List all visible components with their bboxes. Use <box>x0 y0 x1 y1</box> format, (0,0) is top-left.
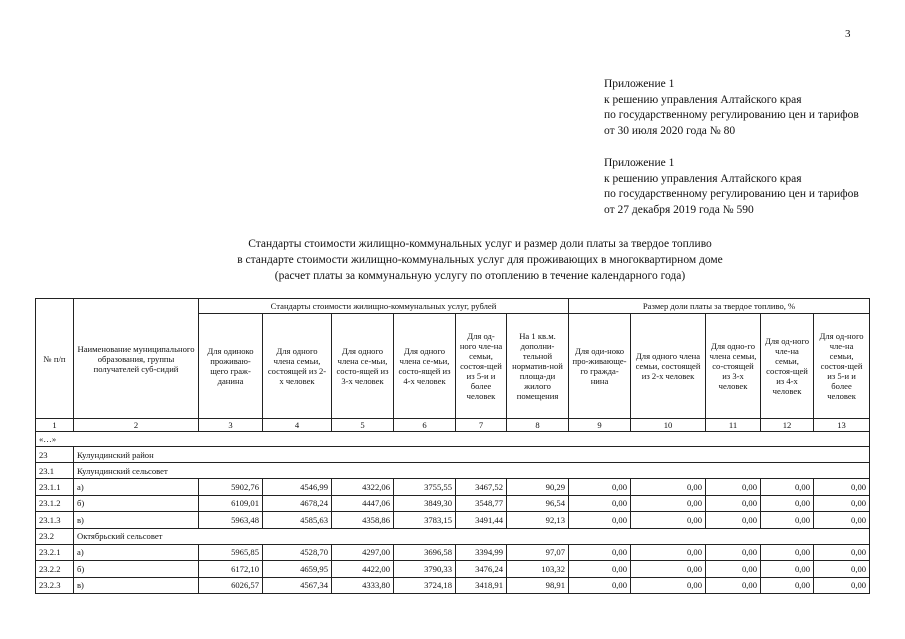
appendix-line: от 30 июля 2020 года № 80 <box>604 124 736 137</box>
value-cell: 0,00 <box>706 512 761 529</box>
value-cell: 5963,48 <box>199 512 263 529</box>
value-cell: 0,00 <box>631 479 706 496</box>
value-cell: 92,13 <box>507 512 569 529</box>
column-header: Для одного члена семьи, состоящей из 2-х человек <box>263 314 332 419</box>
column-header: Для одиноко проживаю-щего граж-данина <box>199 314 263 419</box>
value-cell: 0,00 <box>569 495 631 512</box>
value-cell: 97,07 <box>507 544 569 561</box>
column-header: Для од-ного чле-на семьи, состоя-щей из 4-х человек <box>761 314 814 419</box>
ellipsis-cell: «…» <box>36 432 870 447</box>
value-cell: 96,54 <box>507 495 569 512</box>
column-number: 12 <box>761 419 814 432</box>
row-label: б) <box>74 495 199 512</box>
table-row <box>36 479 870 496</box>
column-number: 1 <box>36 419 74 432</box>
value-cell: 3467,52 <box>456 479 507 496</box>
column-number: 11 <box>706 419 761 432</box>
column-header: На 1 кв.м. дополни-тельной норматив-ной площа-ди жилого помещения <box>507 314 569 419</box>
value-cell: 0,00 <box>814 561 870 578</box>
table-row <box>36 512 870 529</box>
appendix-note-current <box>604 77 859 139</box>
row-number: 23.1.3 <box>36 512 74 529</box>
value-cell: 0,00 <box>814 479 870 496</box>
title-line: Стандарты стоимости жилищно-коммунальных услуг и размер доли платы за твердое топливо <box>248 238 712 250</box>
value-cell: 4297,00 <box>332 544 394 561</box>
value-cell: 3783,15 <box>394 512 456 529</box>
value-cell: 0,00 <box>761 512 814 529</box>
value-cell: 0,00 <box>706 561 761 578</box>
value-cell: 0,00 <box>706 495 761 512</box>
value-cell: 3755,55 <box>394 479 456 496</box>
value-cell: 6172,10 <box>199 561 263 578</box>
row-number: 23.1.2 <box>36 495 74 512</box>
column-number: 6 <box>394 419 456 432</box>
row-label: в) <box>74 577 199 594</box>
value-cell: 0,00 <box>761 495 814 512</box>
value-cell: 0,00 <box>706 544 761 561</box>
column-number: 8 <box>507 419 569 432</box>
ellipsis-row <box>36 432 870 447</box>
page-number: 3 <box>845 28 851 40</box>
document-title <box>100 236 860 284</box>
value-cell: 4678,24 <box>263 495 332 512</box>
appendix-line: Приложение 1 <box>604 78 675 90</box>
column-number: 5 <box>332 419 394 432</box>
column-header: Для одного члена се-мьи, состо-ящей из 3-х человек <box>332 314 394 419</box>
value-cell: 90,29 <box>507 479 569 496</box>
value-cell: 4585,63 <box>263 512 332 529</box>
value-cell: 103,32 <box>507 561 569 578</box>
value-cell: 4358,86 <box>332 512 394 529</box>
value-cell: 5902,76 <box>199 479 263 496</box>
row-label: а) <box>74 479 199 496</box>
value-cell: 0,00 <box>761 479 814 496</box>
value-cell: 0,00 <box>814 495 870 512</box>
value-cell: 4422,00 <box>332 561 394 578</box>
value-cell: 6109,01 <box>199 495 263 512</box>
row-number: 23.2.2 <box>36 561 74 578</box>
value-cell: 3394,99 <box>456 544 507 561</box>
district-number: 23 <box>36 447 74 463</box>
value-cell: 0,00 <box>569 544 631 561</box>
column-number: 2 <box>74 419 199 432</box>
value-cell: 4567,34 <box>263 577 332 594</box>
value-cell: 4447,06 <box>332 495 394 512</box>
table-row <box>36 577 870 594</box>
value-cell: 0,00 <box>631 561 706 578</box>
value-cell: 4333,80 <box>332 577 394 594</box>
value-cell: 0,00 <box>569 577 631 594</box>
value-cell: 6026,57 <box>199 577 263 594</box>
value-cell: 3548,77 <box>456 495 507 512</box>
value-cell: 0,00 <box>569 479 631 496</box>
column-number: 9 <box>569 419 631 432</box>
value-cell: 4546,99 <box>263 479 332 496</box>
appendix-line: Приложение 1 <box>604 157 675 169</box>
row-number: 23.2.3 <box>36 577 74 594</box>
appendix-line: от 27 декабря 2019 года № 590 <box>604 203 754 216</box>
column-number: 7 <box>456 419 507 432</box>
appendix-line: по государственному регулированию цен и тарифов <box>604 109 859 121</box>
value-cell: 4322,06 <box>332 479 394 496</box>
value-cell: 0,00 <box>631 577 706 594</box>
standards-table <box>35 298 870 594</box>
column-number: 3 <box>199 419 263 432</box>
district-name: Кулундинский район <box>74 447 870 463</box>
value-cell: 5965,85 <box>199 544 263 561</box>
row-label: а) <box>74 544 199 561</box>
value-cell: 0,00 <box>569 561 631 578</box>
column-header: Для одного члена се-мьи, состо-ящей из 4-х человек <box>394 314 456 419</box>
column-header: Для од-ного чле-на семьи, состоя-щей из 5-и и более человек <box>456 314 507 419</box>
column-header-number: № п/п <box>36 299 74 419</box>
value-cell: 3696,58 <box>394 544 456 561</box>
row-number: 23.2.1 <box>36 544 74 561</box>
value-cell: 0,00 <box>631 495 706 512</box>
row-number: 23.1.1 <box>36 479 74 496</box>
title-line: (расчет платы за коммунальную услугу по отоплению в течение календарного года) <box>274 270 686 282</box>
row-label: в) <box>74 512 199 529</box>
column-header: Для одно-го члена семьи, со-стоящей из 3-х человек <box>706 314 761 419</box>
table-row <box>36 495 870 512</box>
settlement-row <box>36 528 870 544</box>
column-header: Для оди-ноко про-живающе-го граждa-нина <box>569 314 631 419</box>
settlement-name: Октябрьский сельсовет <box>74 528 870 544</box>
value-cell: 3724,18 <box>394 577 456 594</box>
column-number: 10 <box>631 419 706 432</box>
title-line: в стандарте стоимости жилищно-коммунальных услуг для проживающих в многоквартирном доме <box>237 254 723 266</box>
settlement-number: 23.2 <box>36 528 74 544</box>
value-cell: 0,00 <box>631 512 706 529</box>
value-cell: 3491,44 <box>456 512 507 529</box>
value-cell: 3418,91 <box>456 577 507 594</box>
table-body <box>36 432 870 594</box>
value-cell: 0,00 <box>569 512 631 529</box>
value-cell: 0,00 <box>706 479 761 496</box>
group-header-fuel-share: Размер доли платы за твердое топливо, % <box>569 299 870 314</box>
value-cell: 0,00 <box>761 544 814 561</box>
appendix-note-previous <box>604 156 859 218</box>
settlement-row <box>36 463 870 479</box>
value-cell: 3849,30 <box>394 495 456 512</box>
district-row <box>36 447 870 463</box>
appendix-line: к решению управления Алтайского края <box>604 93 802 106</box>
group-header-standards: Стандарты стоимости жилищно-коммунальных услуг, рублей <box>199 299 569 314</box>
column-header: Для одного члена семьи, состоящей из 2-х человек <box>631 314 706 419</box>
value-cell: 0,00 <box>814 544 870 561</box>
value-cell: 0,00 <box>814 512 870 529</box>
value-cell: 0,00 <box>761 561 814 578</box>
column-header: Для од-ного чле-на семьи, состоя-щей из 5-и и более человек <box>814 314 870 419</box>
appendix-line: по государственному регулированию цен и тарифов <box>604 188 859 200</box>
settlement-name: Кулундинский сельсовет <box>74 463 870 479</box>
table-row <box>36 544 870 561</box>
value-cell: 3476,24 <box>456 561 507 578</box>
column-number: 4 <box>263 419 332 432</box>
value-cell: 3790,33 <box>394 561 456 578</box>
column-number: 13 <box>814 419 870 432</box>
settlement-number: 23.1 <box>36 463 74 479</box>
value-cell: 98,91 <box>507 577 569 594</box>
value-cell: 0,00 <box>814 577 870 594</box>
table-row <box>36 561 870 578</box>
value-cell: 0,00 <box>706 577 761 594</box>
value-cell: 0,00 <box>761 577 814 594</box>
appendix-line: к решению управления Алтайского края <box>604 172 802 185</box>
column-header-name: Наименование муниципального образования, группы получателей суб-сидий <box>74 299 199 419</box>
row-label: б) <box>74 561 199 578</box>
value-cell: 4659,95 <box>263 561 332 578</box>
value-cell: 0,00 <box>631 544 706 561</box>
value-cell: 4528,70 <box>263 544 332 561</box>
